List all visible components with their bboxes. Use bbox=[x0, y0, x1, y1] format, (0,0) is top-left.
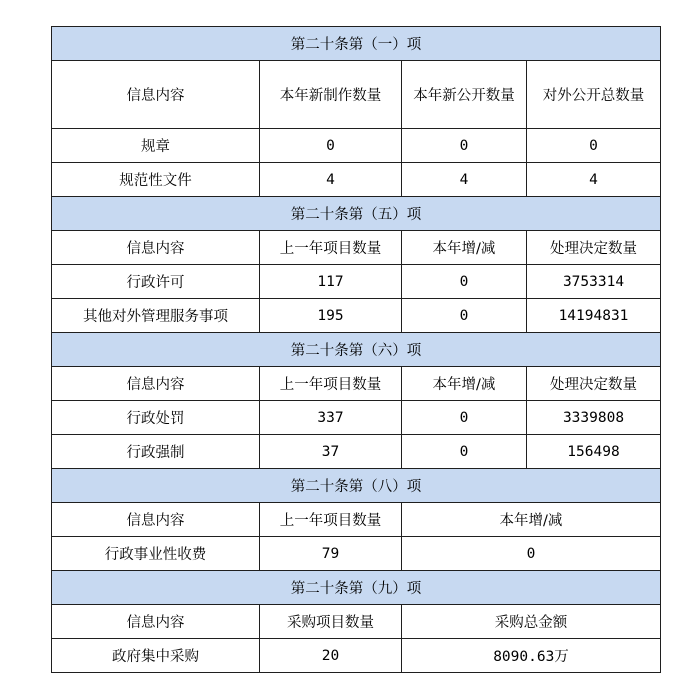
row-label: 其他对外管理服务事项 bbox=[52, 299, 260, 333]
column-header: 本年增/减 bbox=[402, 503, 661, 537]
cell-value: 0 bbox=[260, 129, 402, 163]
table-row bbox=[52, 265, 661, 299]
section-title: 第二十条第（六）项 bbox=[52, 333, 661, 367]
column-header-row bbox=[52, 61, 661, 129]
row-label: 行政事业性收费 bbox=[52, 537, 260, 571]
cell-value: 8090.63万 bbox=[402, 639, 661, 673]
cell-value: 37 bbox=[260, 435, 402, 469]
row-label: 行政许可 bbox=[52, 265, 260, 299]
table-row bbox=[52, 163, 661, 197]
table-row bbox=[52, 537, 661, 571]
cell-value: 0 bbox=[402, 129, 527, 163]
section-header bbox=[52, 197, 661, 231]
cell-value: 0 bbox=[402, 401, 527, 435]
cell-value: 0 bbox=[402, 265, 527, 299]
cell-value: 4 bbox=[402, 163, 527, 197]
column-header: 信息内容 bbox=[52, 367, 260, 401]
column-header: 本年新公开数量 bbox=[402, 61, 527, 129]
column-header: 上一年项目数量 bbox=[260, 367, 402, 401]
column-header: 采购总金额 bbox=[402, 605, 661, 639]
cell-value: 4 bbox=[260, 163, 402, 197]
section-title: 第二十条第（一）项 bbox=[52, 27, 661, 61]
table-row bbox=[52, 435, 661, 469]
cell-value: 0 bbox=[402, 537, 661, 571]
column-header-row bbox=[52, 605, 661, 639]
column-header: 信息内容 bbox=[52, 503, 260, 537]
table-row bbox=[52, 299, 661, 333]
section-title: 第二十条第（五）项 bbox=[52, 197, 661, 231]
column-header: 本年新制作数量 bbox=[260, 61, 402, 129]
column-header: 信息内容 bbox=[52, 605, 260, 639]
section-header bbox=[52, 469, 661, 503]
column-header-row bbox=[52, 503, 661, 537]
cell-value: 14194831 bbox=[527, 299, 661, 333]
column-header: 处理决定数量 bbox=[527, 231, 661, 265]
cell-value: 156498 bbox=[527, 435, 661, 469]
section-header bbox=[52, 571, 661, 605]
cell-value: 0 bbox=[527, 129, 661, 163]
column-header-row bbox=[52, 231, 661, 265]
table-row bbox=[52, 129, 661, 163]
table-row bbox=[52, 639, 661, 673]
column-header: 信息内容 bbox=[52, 231, 260, 265]
cell-value: 117 bbox=[260, 265, 402, 299]
column-header: 采购项目数量 bbox=[260, 605, 402, 639]
cell-value: 79 bbox=[260, 537, 402, 571]
column-header: 本年增/减 bbox=[402, 367, 527, 401]
cell-value: 0 bbox=[402, 435, 527, 469]
row-label: 政府集中采购 bbox=[52, 639, 260, 673]
row-label: 行政强制 bbox=[52, 435, 260, 469]
cell-value: 3339808 bbox=[527, 401, 661, 435]
cell-value: 4 bbox=[527, 163, 661, 197]
row-label: 行政处罚 bbox=[52, 401, 260, 435]
row-label: 规范性文件 bbox=[52, 163, 260, 197]
cell-value: 337 bbox=[260, 401, 402, 435]
section-header bbox=[52, 27, 661, 61]
column-header: 对外公开总数量 bbox=[527, 61, 661, 129]
cell-value: 0 bbox=[402, 299, 527, 333]
disclosure-table bbox=[51, 26, 661, 673]
section-title: 第二十条第（九）项 bbox=[52, 571, 661, 605]
column-header: 上一年项目数量 bbox=[260, 503, 402, 537]
column-header: 上一年项目数量 bbox=[260, 231, 402, 265]
cell-value: 3753314 bbox=[527, 265, 661, 299]
cell-value: 195 bbox=[260, 299, 402, 333]
section-title: 第二十条第（八）项 bbox=[52, 469, 661, 503]
column-header-row bbox=[52, 367, 661, 401]
column-header: 处理决定数量 bbox=[527, 367, 661, 401]
row-label: 规章 bbox=[52, 129, 260, 163]
section-header bbox=[52, 333, 661, 367]
column-header: 信息内容 bbox=[52, 61, 260, 129]
table-row bbox=[52, 401, 661, 435]
cell-value: 20 bbox=[260, 639, 402, 673]
column-header: 本年增/减 bbox=[402, 231, 527, 265]
